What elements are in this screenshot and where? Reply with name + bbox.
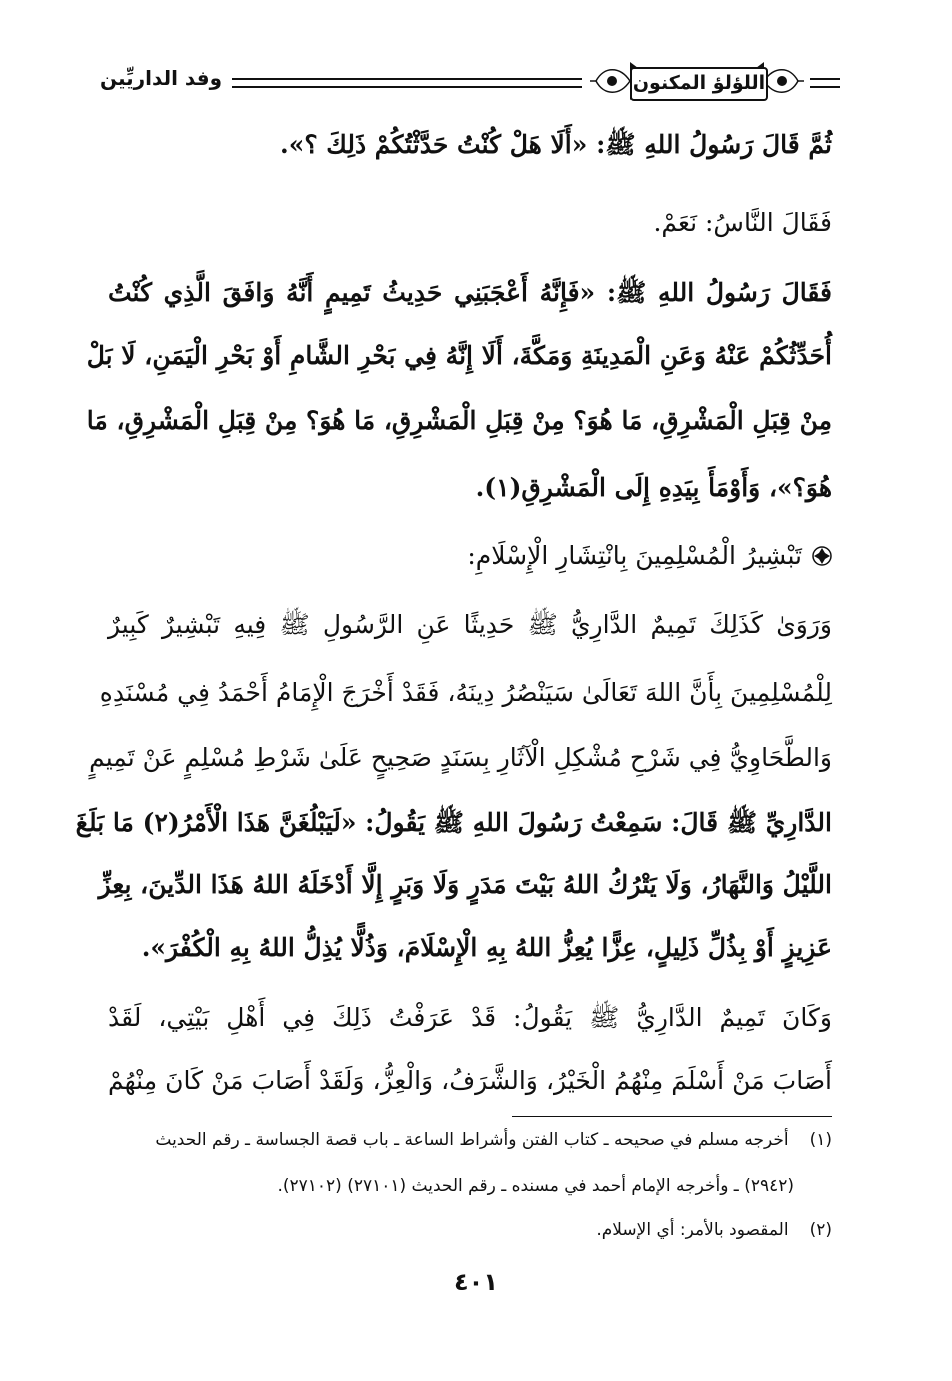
header-double-rule	[232, 78, 582, 88]
text-line: هُوَ؟»، وَأَوْمَأَ بِيَدِهِ إِلَى الْمَشْرِقِ(١).	[475, 473, 832, 502]
flower-bullet-icon	[812, 546, 832, 566]
text-line: عَزِيزٍ أَوْ بِذُلِّ ذَلِيلٍ، عِزًّا يُعِزُّ اللهُ بِهِ الْإِسْلَامَ، وَذُلًّا يُذِلُّ اللهُ بِهِ الْكُفْرَ».	[141, 933, 832, 962]
footnote-1	[108, 1132, 832, 1149]
header-double-rule	[810, 78, 840, 88]
text-line: فَقَالَ النَّاسُ: نَعَمْ.	[653, 208, 832, 237]
footnote-text: المقصود بالأمر: أي الإسلام.	[596, 1220, 789, 1240]
text-line: وَكَانَ تَمِيمٌ الدَّارِيُّ ﷺ يَقُولُ: قَدْ عَرَفْتُ ذَلِكَ فِي أَهْلِ بَيْتِي، لَقَدْ	[108, 1003, 832, 1032]
text-line: ثُمَّ قَالَ رَسُولُ اللهِ ﷺ: «أَلَا هَلْ كُنْتُ حَدَّثْتُكُمْ ذَلِكَ ؟».	[279, 130, 832, 159]
text-line: وَرَوَىٰ كَذَلِكَ تَمِيمٌ الدَّارِيُّ ﷺ حَدِيثًا عَنِ الرَّسُولِ ﷺ فِيهِ تَبْشِيرٌ كَبِيرٌ	[108, 610, 832, 639]
book-title: اللؤلؤ المكنون	[630, 67, 768, 101]
chapter-title: وفد الداريِّين	[100, 66, 223, 90]
footnote-1-continued: (٢٩٤٢) ـ وأخرجه الإمام أحمد في مسنده ـ رقم الحديث (٢٧١٠١) (٢٧١٠٢).	[277, 1176, 794, 1196]
text-line: اللَّيْلُ وَالنَّهَارُ، وَلَا يَتْرُكُ اللهُ بَيْتَ مَدَرٍ وَلَا وَبَرٍ إِلَّا أَدْخَلَهُ اللهُ هَذَا الدِّينَ، بِعِزِّ	[98, 870, 832, 899]
page-number: ٤٠١	[454, 1268, 498, 1296]
text-line: الدَّارِيِّ ﷺ قَالَ: سَمِعْتُ رَسُولَ اللهِ ﷺ يَقُولُ: «لَيَبْلُغَنَّ هَذَا الْأَمْرُ(٢) مَا بَلَغَ	[75, 808, 832, 837]
text-line: لِلْمُسْلِمِينَ بِأَنَّ اللهَ تَعَالَىٰ سَيَنْصُرُ دِينَهُ، فَقَدْ أَخْرَجَ الْإِمَامُ أَحْمَدُ فِي مُسْنَدِهِ	[99, 678, 832, 707]
footnote-text: أخرجه مسلم في صحيحه ـ كتاب الفتن وأشراط الساعة ـ باب قصة الجساسة ـ رقم الحديث	[155, 1130, 789, 1150]
text-line: مِنْ قِبَلِ الْمَشْرِقِ، مَا هُوَ؟ مِنْ قِبَلِ الْمَشْرِقِ، مَا هُوَ؟ مِنْ قِبَلِ الْمَشْرِقِ، مَا	[86, 406, 832, 435]
running-header	[100, 58, 840, 106]
text-line: وَالطَّحَاوِيُّ فِي شَرْحِ مُشْكِلِ الْآثَارِ بِسَنَدٍ صَحِيحٍ عَلَىٰ شَرْطِ مُسْلِمٍ عَنْ تَمِيمٍ	[89, 743, 832, 772]
footnote-separator	[512, 1116, 832, 1117]
section-heading-text: تَبْشِيرُ الْمُسْلِمِينَ بِانْتِشَارِ الْإِسْلَامِ:	[467, 541, 802, 570]
footnote-number: (٢)	[809, 1220, 832, 1240]
header-ornament-frame	[590, 58, 804, 104]
text-line: فَقَالَ رَسُولُ اللهِ ﷺ: «فَإِنَّهُ أَعْجَبَنِي حَدِيثُ تَمِيمٍ أَنَّهُ وَافَقَ الَّذِي كُنْتُ	[108, 278, 832, 307]
text-line: أَصَابَ مَنْ أَسْلَمَ مِنْهُمُ الْخَيْرُ، وَالشَّرَفُ، وَالْعِزُّ، وَلَقَدْ أَصَابَ مَنْ كَانَ مِنْهُمْ	[108, 1066, 832, 1095]
text-line: أُحَدِّثُكُمْ عَنْهُ وَعَنِ الْمَدِينَةِ وَمَكَّةَ، أَلَا إِنَّهُ فِي بَحْرِ الشَّامِ أَوْ بَحْرِ الْيَمَنِ، لَا بَلْ	[86, 341, 832, 370]
footnote-2	[108, 1222, 832, 1239]
footnote-number: (١)	[809, 1130, 832, 1150]
section-heading	[108, 543, 832, 568]
